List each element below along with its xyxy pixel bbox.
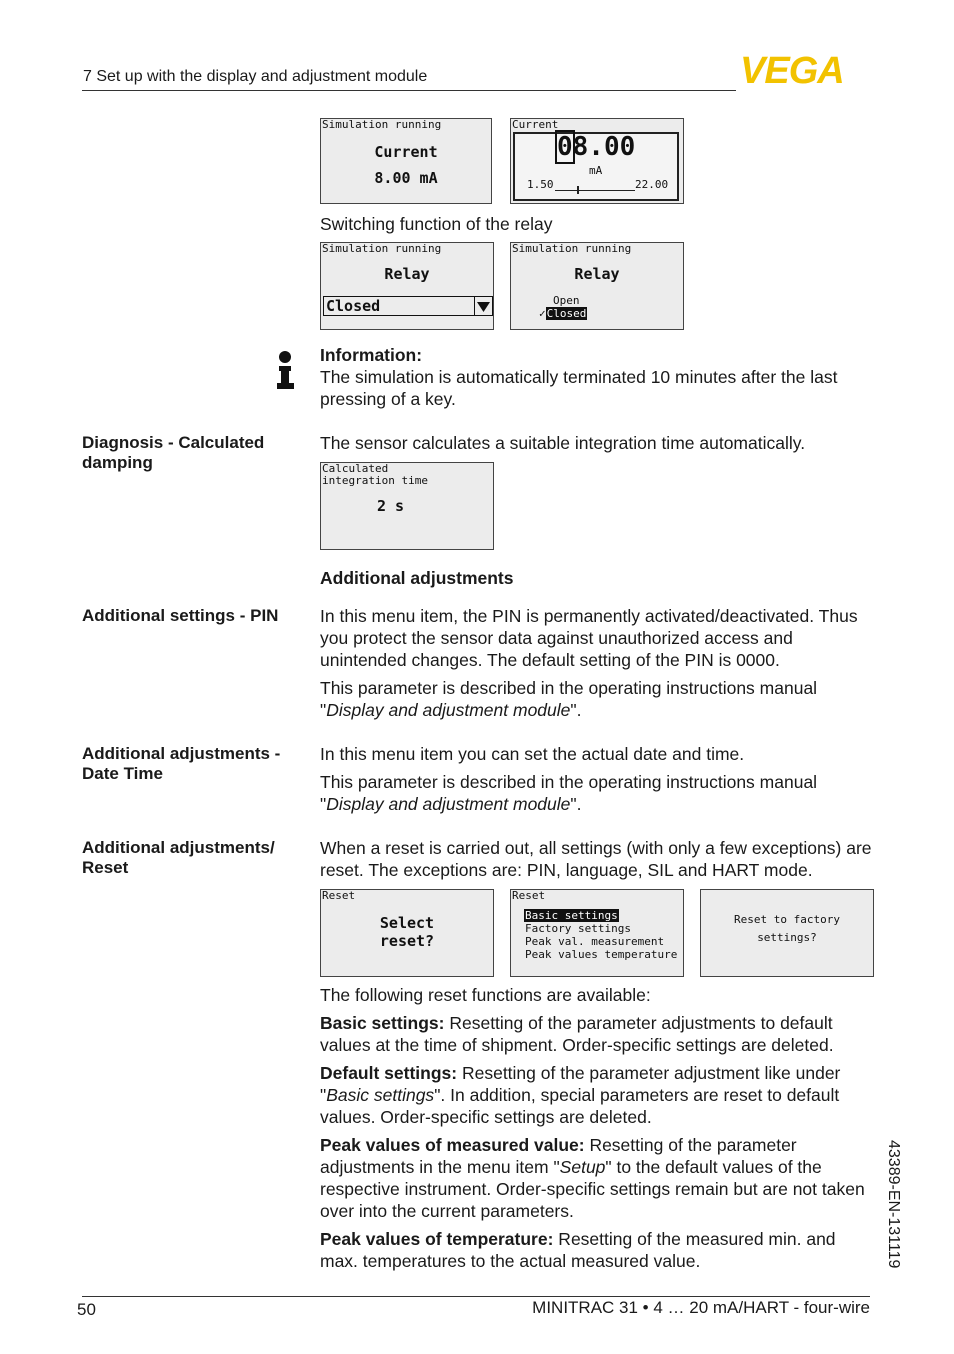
ref-text: This parameter is described in the operating instructions manual " <box>320 678 818 720</box>
min-label: 1.50 <box>527 178 554 191</box>
desc-ital: Setup <box>559 1157 606 1177</box>
info-icon <box>276 350 296 397</box>
screen-caption-2: integration time <box>322 474 428 487</box>
reset-basic <box>320 1012 872 1056</box>
max-label: 22.00 <box>635 178 669 191</box>
screen-sim-current <box>320 118 492 204</box>
ref-end: ". <box>570 794 582 814</box>
screen-caption: Reset <box>512 889 546 902</box>
screen-reset-menu <box>510 889 684 977</box>
screen-value: 2 s <box>377 497 405 515</box>
ref-title: Display and adjustment module <box>326 700 571 720</box>
menu-item-basic: Basic settings <box>525 909 618 922</box>
check-icon: ✓ <box>539 307 546 320</box>
screen-caption: Calculated <box>322 462 389 475</box>
reset-default <box>320 1062 872 1128</box>
vega-logo <box>740 52 874 91</box>
current-value: 8.00 <box>572 132 636 162</box>
screen-caption: Current <box>512 118 559 131</box>
screen-caption: Reset <box>322 889 356 902</box>
ref-title: Display and adjustment module <box>326 794 571 814</box>
footer-rule <box>82 1296 870 1297</box>
screen-title: Relay <box>574 265 620 283</box>
unit-label: mA <box>589 164 603 177</box>
screen-caption: Simulation running <box>322 242 442 255</box>
relay-selected: Closed <box>326 297 381 315</box>
desc-end: " to the default values of the respective instrument. Order-specific settings remain but are not taken over into the current parameters. <box>320 1157 865 1221</box>
screen-relay-options <box>510 242 684 330</box>
datetime-text: In this menu item you can set the actual date and time. <box>320 744 745 764</box>
screen-reset-select <box>320 889 494 977</box>
option-closed: Closed <box>546 307 587 320</box>
screen-calc-damping <box>320 462 494 550</box>
screen-title: Relay <box>384 265 430 283</box>
term: Basic settings: <box>320 1013 445 1033</box>
desc-ital: Basic settings <box>326 1085 435 1105</box>
diag-text: The sensor calculates a suitable integration time automatically. <box>320 433 806 453</box>
pin-label: Additional settings - PIN <box>82 606 279 625</box>
doc-id: 43389-EN-131119 <box>885 1140 902 1269</box>
additional-heading: Additional adjustments <box>320 568 514 588</box>
option-open: Open <box>553 294 580 307</box>
screen-line: Current <box>374 143 438 161</box>
reset-text: When a reset is carried out, all settings (with only a few exceptions) are reset. The exceptions are: PIN, language, SIL and HART mode. <box>320 838 872 880</box>
ref-end: ". <box>570 700 582 720</box>
footer-title: MINITRAC 31 • 4 … 20 mA/HART - four-wire <box>532 1298 870 1317</box>
page-number: 50 <box>77 1300 96 1319</box>
scale-marker <box>577 186 579 194</box>
desc: Resetting of the measured min. and max. temperatures to the actual measured value. <box>320 1229 836 1271</box>
info-title: Information: <box>320 345 423 365</box>
reset-label: Additional adjustments/ Reset <box>82 838 275 877</box>
header-rule <box>82 90 736 91</box>
screen-relay-dropdown <box>320 242 494 330</box>
relay-caption: Switching function of the relay <box>320 214 553 234</box>
reset-available: The following reset functions are available: <box>320 985 651 1005</box>
screen-line-2: reset? <box>379 932 435 950</box>
term: Peak values of measured value: <box>320 1135 585 1155</box>
brand-logo: VEGA <box>740 52 844 86</box>
desc: Resetting of the parameter adjustments in the menu item " <box>320 1135 797 1177</box>
section-header: 7 Set up with the display and adjustment module <box>83 68 428 85</box>
menu-item-peak-meas: Peak val. measurement <box>525 935 665 948</box>
screen-caption: Simulation running <box>512 242 632 255</box>
desc: Resetting of the parameter adjustment like under " <box>320 1063 841 1105</box>
cursor-digit: 0 <box>557 132 573 162</box>
reset-peak <box>320 1134 872 1222</box>
desc: Resetting of the parameter adjustments to default values at the time of shipment. Order-specific settings are deleted. <box>320 1013 834 1055</box>
screen-line: Select <box>379 914 435 932</box>
pin-reference <box>320 677 872 721</box>
ref-text: This parameter is described in the operating instructions manual " <box>320 772 818 814</box>
info-text: The simulation is automatically terminated 10 minutes after the last pressing of a key. <box>320 367 838 409</box>
diag-label: Diagnosis - Calculated damping <box>82 433 265 472</box>
term: Default settings: <box>320 1063 458 1083</box>
confirm-line: Reset to factory <box>734 913 840 926</box>
relay-select <box>323 296 493 316</box>
screen-current-edit <box>510 118 684 204</box>
screen-value: 8.00 mA <box>374 169 438 187</box>
screen-caption: Simulation running <box>322 118 442 131</box>
term: Peak values of temperature: <box>320 1229 554 1249</box>
datetime-label: Additional adjustments - Date Time <box>82 744 281 783</box>
datetime-reference <box>320 771 872 815</box>
scale-bar <box>555 190 635 191</box>
confirm-line-2: settings? <box>757 931 817 944</box>
menu-item-factory: Factory settings <box>525 922 631 935</box>
desc-end: ". In addition, special parameters are reset to default values. Order-specific settings are deleted. <box>320 1085 840 1127</box>
reset-temp <box>320 1228 872 1272</box>
pin-text: In this menu item, the PIN is permanently activated/deactivated. Thus you protect the sensor data against unauthorized access and unintended changes. The default setting of the PIN is 0000. <box>320 606 858 670</box>
menu-item-peak-temp: Peak values temperature <box>525 948 678 961</box>
screen-reset-confirm <box>700 889 874 977</box>
chevron-down-icon <box>474 297 492 315</box>
